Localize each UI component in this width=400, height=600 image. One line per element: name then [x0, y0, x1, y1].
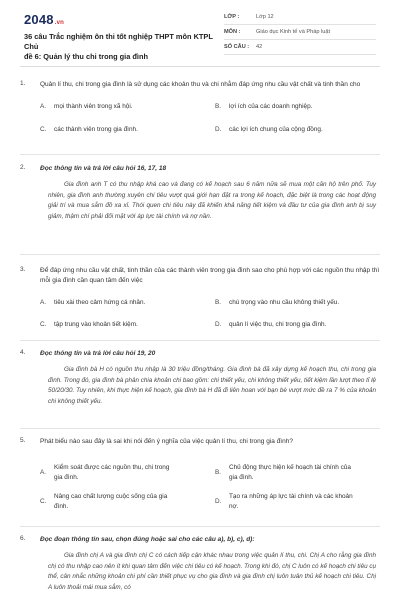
question-options [40, 286, 380, 328]
option-text-line-1: Chủ động thực hiện kế hoạch tài chính của [229, 464, 351, 471]
meta-key: SỐ CÂU : [224, 44, 250, 50]
option-text-line-1: Nâng cao chất lượng cuộc sống của gia [54, 493, 168, 500]
meta-row-subject [224, 25, 376, 40]
meta-info-table [224, 10, 376, 55]
option-d[interactable] [215, 492, 380, 512]
question-number: 3. [20, 266, 26, 273]
question-4 [20, 349, 380, 407]
question-text: Đọc thông tin và trả lời câu hỏi 16, 17, 18 [40, 165, 167, 172]
question-2 [20, 164, 380, 222]
meta-key: LỚP : [224, 14, 240, 20]
header-divider [20, 66, 380, 67]
question-number: 2. [20, 164, 26, 171]
title-line-2: đề 6: Quản lý thu chi trong gia đình [24, 52, 148, 61]
option-c[interactable] [40, 320, 210, 330]
option-letter: C. [40, 498, 47, 505]
question-text: Đọc đoạn thông tin sau, chọn đúng hoặc sai cho các câu a), b), c), d): [40, 536, 255, 543]
option-text-line-2: gia đình. [229, 474, 254, 481]
option-text-line-2: gia đình. [54, 474, 79, 481]
question-divider [20, 428, 380, 429]
reading-passage: Gia đình chị A và gia đình chị C có cách tiếp cận khác nhau trong việc quản lí thu, chi. Chị A cho rằng gia đình chị có thu nhập cao nên ít khi quan tâm đến việc chi tiêu có kế hoạch. Trong khi đó, chị C luôn có kế hoạch chi tiêu cụ thể, cân nhắc những khoản chi phí cần thiết phục vụ cho gia đình và gia đình chị luôn tuân thủ kế hoạch chi tiêu. Chị A luôn thoải mái mua sắm, có [48, 552, 376, 591]
option-c[interactable] [40, 125, 210, 135]
logo-main: 2048 [24, 12, 54, 27]
question-text: Để đáp ứng nhu cầu vật chất, tinh thần của các thành viên trong gia đình sao cho phù hợp với các nguồn thu nhập thì mỗi gia đình cần quan tâm đến việc [40, 267, 380, 284]
option-letter: C. [40, 321, 47, 328]
question-3 [20, 266, 380, 328]
option-c[interactable] [40, 492, 210, 512]
meta-row-count [224, 40, 376, 55]
option-text: chú trọng vào nhu cầu không thiết yếu. [229, 299, 340, 306]
meta-value: 42 [256, 44, 263, 50]
option-text: quản lí việc thu, chi trong gia đình. [229, 321, 327, 328]
question-options [40, 90, 380, 132]
question-options [40, 447, 380, 510]
option-text-line-1: Tạo ra những áp lực tài chính và các khoản [229, 493, 353, 500]
question-5 [20, 437, 380, 510]
question-number: 5. [20, 437, 26, 444]
option-letter: C. [40, 126, 47, 133]
option-text-line-2: đình. [54, 503, 69, 510]
option-text: tập trung vào khoản tiết kiệm. [54, 321, 138, 328]
option-d[interactable] [215, 320, 380, 330]
logo-suffix: .vn [54, 20, 65, 26]
option-letter: A. [40, 103, 47, 110]
option-b[interactable] [215, 102, 380, 112]
question-number: 1. [20, 80, 26, 87]
option-letter: B. [215, 469, 222, 476]
option-b[interactable] [215, 298, 380, 308]
option-letter: D. [215, 321, 222, 328]
question-text: Đọc thông tin và trả lời câu hỏi 19, 20 [40, 350, 156, 357]
meta-row-class [224, 10, 376, 25]
question-number: 4. [20, 349, 26, 356]
option-letter: D. [215, 126, 222, 133]
site-logo[interactable] [24, 12, 64, 27]
question-divider [20, 526, 380, 527]
option-letter: B. [215, 103, 222, 110]
question-divider [20, 254, 380, 255]
option-a[interactable] [40, 102, 210, 112]
question-divider [20, 154, 380, 155]
option-b[interactable] [215, 463, 380, 483]
meta-value: Giáo dục Kinh tế và Pháp luật [256, 29, 331, 35]
option-letter: A. [40, 299, 47, 306]
question-1 [20, 80, 380, 132]
option-letter: B. [215, 299, 222, 306]
question-divider [20, 340, 380, 341]
option-text-line-2: nợ. [229, 503, 239, 510]
option-d[interactable] [215, 125, 380, 135]
page-title [24, 32, 224, 62]
title-line-1: 36 câu Trắc nghiệm ôn thi tốt nghiệp THPT môn KTPL Chủ [24, 32, 213, 51]
option-letter: D. [215, 498, 222, 505]
question-text: Quản lí thu, chi trong gia đình là sử dụng các khoản thu và chi nhằm đáp ứng nhu cầu vật chất và tinh thần cho [40, 81, 361, 88]
option-a[interactable] [40, 463, 210, 483]
option-text-line-1: Kiểm soát được các nguồn thu, chi trong [54, 464, 170, 471]
option-text: tiêu xài theo cảm hứng cá nhân. [54, 299, 146, 306]
meta-key: MÔN : [224, 29, 241, 35]
reading-passage: Gia đình bà H có nguồn thu nhập là 30 triệu đồng/tháng. Gia đình bà đã xây dựng kế hoạch thu, chi trong gia đình. Trong đó, gia đình bà phân chia khoản chi bao gồm: chi thiết yếu, chi không thiết yếu, tiết kiệm lần lượt theo tỉ lệ 50/20/30. Tuy nhiên, khi thực hiện kế hoạch, gia đình bà H đã đi liên hoan với bạn bè vượt mức đề ra 7 % của khoản chi không thiết yếu. [48, 366, 376, 405]
option-text: các lợi ích chung của cộng đồng. [229, 126, 323, 133]
option-a[interactable] [40, 298, 210, 308]
question-number: 6. [20, 535, 26, 542]
meta-value: Lớp 12 [256, 14, 274, 20]
option-text: mọi thành viên trong xã hội. [54, 103, 133, 110]
reading-passage: Gia đình anh T có thu nhập khá cao và đang có kế hoạch sau 6 năm nữa sẽ mua một căn hộ trên phố. Tuy nhiên, gia đình anh thường xuyên chi tiêu vượt quá giới hạn đặt ra trong kế hoạch, đặc biệt là trong các hoạt động giải trí và mua sắm đồ xa xỉ. Thói quen chi tiêu này đã khiến khả năng tiết kiệm và đầu tư của gia đình anh bị suy giảm, thậm chí phải đối mặt với áp lực tài chính và nợ nần. [48, 181, 376, 220]
option-text: lợi ích của các doanh nghiệp. [229, 103, 313, 110]
question-text: Phát biểu nào sau đây là sai khi nói đến ý nghĩa của việc quản lí thu, chi trong gia đình? [40, 438, 293, 445]
option-letter: A. [40, 469, 47, 476]
question-6 [20, 535, 380, 593]
option-text: các thành viên trong gia đình. [54, 126, 138, 133]
